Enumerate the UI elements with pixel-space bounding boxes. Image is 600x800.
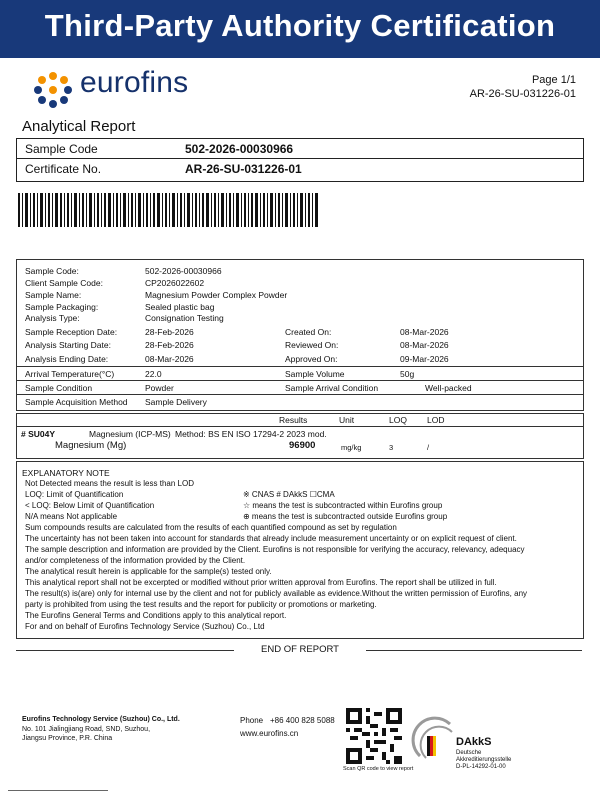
detail-value: 28-Feb-2026 [145,340,194,350]
footer-address: No. 101 Jialingjiang Road, SND, Suzhou, [22,726,151,733]
phone-label: Phone [240,716,264,725]
detail-value: Sealed plastic bag [145,302,215,312]
detail-value: 09-Mar-2026 [400,354,449,364]
qr-code-icon[interactable] [346,708,402,764]
certificate-value: AR-26-SU-031226-01 [185,162,302,176]
test-name: Magnesium (ICP-MS) [89,429,171,439]
end-of-report: END OF REPORT [261,644,339,655]
detail-label: Created On: [285,327,332,337]
loq-header: LOQ [389,415,407,425]
detail-label: Sample Condition [25,383,93,393]
test-method: Method: BS EN ISO 17294-2 2023 mod. [175,429,327,439]
test-code: # SU04Y [21,429,56,439]
detail-value: Well-packed [425,383,472,393]
footer-company: Eurofins Technology Service (Suzhou) Co., Ltd. [22,716,180,723]
dakks-id: D-PL-14292-01-00 [456,764,506,770]
note-line: party is prohibited from using the test results and the report for publicity or promotions or marketing. [25,600,377,609]
detail-value: 08-Mar-2026 [400,340,449,350]
barcode-icon [18,193,318,227]
phone-number: +86 400 828 5088 [270,716,335,725]
lod-header: LOD [427,415,445,425]
eurofins-logo-icon [33,70,73,110]
dakks-line: Deutsche [456,750,482,756]
result-lod: / [427,443,430,452]
detail-label: Sample Name: [25,290,82,300]
note-line: Sum compounds results are calculated from the results of each quantified compound as set by regulation [25,523,397,532]
certificate-label: Certificate No. [25,162,102,176]
results-header: Results [279,415,308,425]
sample-code-value: 502-2026-00030966 [185,142,294,156]
detail-value: 08-Mar-2026 [145,354,194,364]
bottom-rule [8,790,108,791]
code-box [16,138,584,182]
detail-label: Analysis Ending Date: [25,354,109,364]
detail-value: Powder [145,383,174,393]
note-line: LOQ: Limit of Quantification [25,490,124,499]
website-link[interactable]: www.eurofins.cn [240,729,299,738]
detail-label: Analysis Type: [25,313,80,323]
unit-header: Unit [339,415,355,425]
detail-label: Arrival Temperature(°C) [25,369,115,379]
note-heading: EXPLANATORY NOTE [22,468,110,478]
header-certificate-number: AR-26-SU-031226-01 [469,88,576,100]
note-line: and/or completeness of the information provided by the Client. [25,556,246,565]
result-value: 96900 [289,440,316,451]
note-line: The uncertainty has not been taken into account for standards that already include measurement uncertainty or on explicit request of client. [25,534,517,543]
dakks-seal-icon [410,716,458,764]
note-symbol-line: ⊕ means the test is subcontracted outside Eurofins group [243,512,448,521]
detail-label: Sample Reception Date: [25,327,118,337]
detail-label: Reviewed On: [285,340,339,350]
detail-value: 50g [400,369,415,379]
note-symbol-line: ☆ means the test is subcontracted within Eurofins group [243,501,443,510]
detail-value: Sample Delivery [145,397,207,407]
note-line: Not Detected means the result is less than LOD [25,479,194,488]
page-number: Page 1/1 [531,74,576,86]
sample-details-table [16,259,584,411]
detail-label: Analysis Starting Date: [25,340,111,350]
detail-label: Sample Acquisition Method [25,397,128,407]
analyte-name: Magnesium (Mg) [55,440,127,451]
detail-value: 08-Mar-2026 [400,327,449,337]
result-unit: mg/kg [341,443,362,452]
footer-address: Jiangsu Province, P.R. China [22,735,113,742]
sample-code-label: Sample Code [25,142,98,156]
note-line: This analytical report shall not be excerpted or modified without prior written approval from Eurofins. The report shall be utilized in full. [25,578,497,587]
detail-value: CP2026022602 [145,278,205,288]
detail-value: Magnesium Powder Complex Powder [145,290,288,300]
explanatory-note-box [16,461,584,639]
detail-label: Sample Code: [25,266,79,276]
dakks-mark: DAkkS [456,736,492,748]
detail-value: 28-Feb-2026 [145,327,194,337]
note-line: The analytical result herein is applicable for the sample(s) tested only. [25,567,272,576]
detail-value: 502-2026-00030966 [145,266,222,276]
note-line: < LOQ: Below Limit of Quantification [25,501,155,510]
logo-text: eurofins [80,66,189,99]
detail-label: Client Sample Code: [25,278,103,288]
detail-value: Consignation Testing [145,313,224,323]
results-table [16,413,584,459]
qr-caption: Scan QR code to view report [343,766,414,772]
detail-label: Sample Packaging: [25,302,99,312]
detail-label: Sample Arrival Condition [285,383,379,393]
note-line: The sample description and information are provided by the Client. Eurofins is not responsible for verifying the accuracy, relevancy, adequacy [25,545,525,554]
note-line: The result(s) is(are) only for internal use by the client and not for publicly available as evidence.Without the written permission of Eurofins, any [25,589,528,598]
note-line: For and on behalf of Eurofins Technology Service (Suzhou) Co., Ltd [25,622,265,631]
note-line: N/A means Not applicable [25,512,118,521]
banner-title: Third-Party Authority Certification [44,8,556,43]
report-title: Analytical Report [22,118,136,135]
dakks-line: Akkreditierungsstelle [456,757,512,763]
result-loq: 3 [389,443,394,452]
note-line: The Eurofins General Terms and Conditions apply to this analytical report. [25,611,287,620]
detail-value: 22.0 [145,369,162,379]
note-symbol-line: ※ CNAS # DAkkS ☐CMA [243,490,335,499]
detail-label: Sample Volume [285,369,345,379]
detail-label: Approved On: [285,354,338,364]
